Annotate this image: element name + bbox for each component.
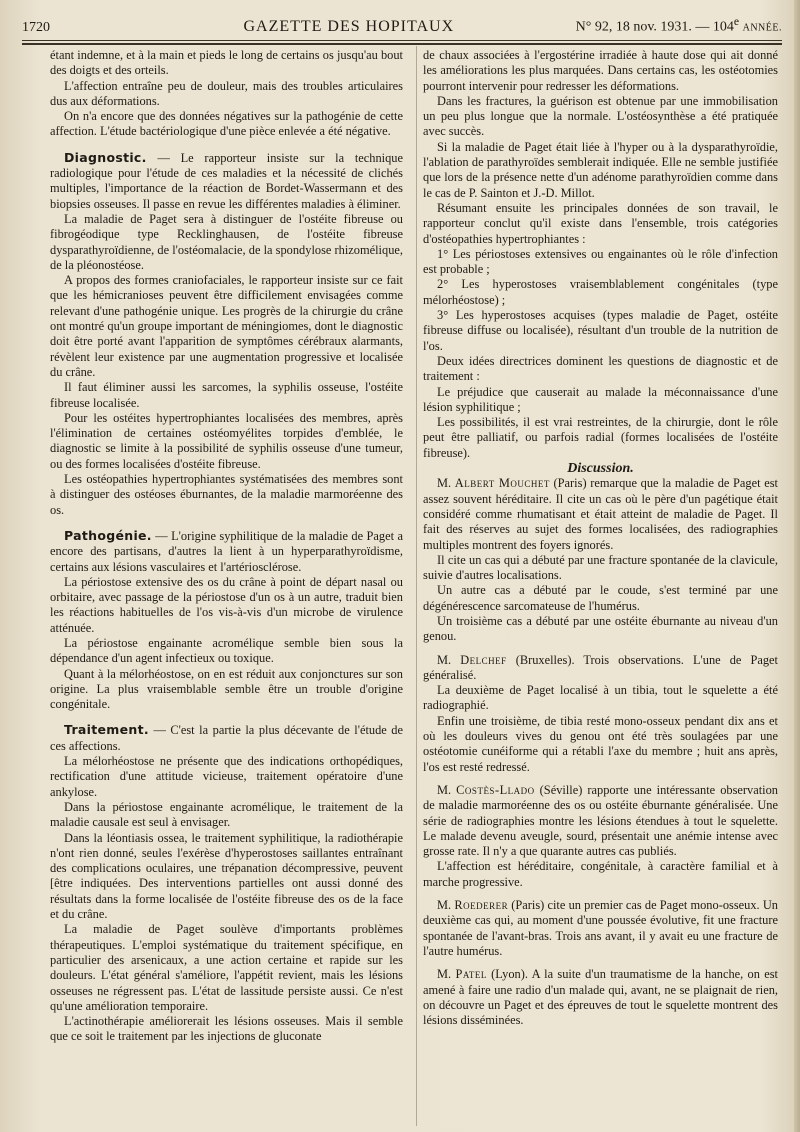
paragraph: Dans la périostose engainante acromélique, le traitement de la maladie causale est seul à envisager.	[50, 799, 403, 830]
section-text: — Le rapporteur insiste sur la technique radiologique pour l'étude de ces maladies et la nécessité de clichés multiples, l'importance de la réaction de Bordet-Wassermann et des biopsies osseuses. Il passe en revue les différentes maladies à éliminer.	[50, 150, 403, 211]
list-item: 1° Les périostoses extensives ou engainantes où le rôle d'infection est probable ;	[423, 246, 778, 277]
paragraph: de chaux associées à l'ergostérine irradiée à haute dose qui ait donné les améliorations les plus marquées. Dans certains cas, les ostéotomies pourront intervenir pour redresser les déformations.	[423, 48, 778, 93]
paragraph: L'actinothérapie améliorerait les lésions osseuses. Mais il semble que ce soit le traitement par les injections de gluconate	[50, 1014, 403, 1044]
section-heading: Pathogénie.	[64, 527, 152, 543]
paragraph: Les possibilités, il est vrai restreintes, de la chirurgie, dont le rôle peut être palliatif, ou parfois radial (formes localisées de l'ostéite fibreuse).	[423, 415, 778, 460]
paragraph: L'affection est héréditaire, congénitale, à caractère familial et à marche progressive.	[423, 859, 778, 889]
paragraph: Un troisième cas a débuté par une ostéite éburnante au niveau d'un genou.	[423, 613, 778, 644]
paragraph: A propos des formes craniofaciales, le rapporteur insiste sur ce fait que les hémicranioses peuvent être difficilement envisagées comme relevant d'une pathogénie unique. Les progrès de la chirurgie du crâne ont montré qu'un groupe important de méningiomes, dont le diagnostic doit être porté avant l'apparition de symptômes cérébraux alarmants, révèlent leur existence par une augmentation progressive et localisée du crâne.	[50, 273, 403, 379]
paragraph: Quant à la mélorhéostose, on en est réduit aux conjonctures sur son origine. La plus vraisemblable semble être un trouble d'origine congénitale.	[50, 666, 403, 712]
speaker-name: Patel	[455, 967, 487, 982]
speaker-name: Roederer	[454, 898, 509, 913]
paragraph: Un autre cas a débuté par le coude, s'est terminé par une dégénérescence sarcomateuse de l'humérus.	[423, 583, 778, 613]
paragraph: Il cite un cas qui a débuté par une fracture spontanée de la clavicule, suivie d'autres localisations.	[423, 552, 778, 583]
paragraph: Le préjudice que causerait au malade la méconnaissance d'une lésion syphilitique ;	[423, 384, 778, 414]
paragraph: La périostose engainante acromélique semble bien sous la dépendance d'un agent infectieux ou toxique.	[50, 635, 403, 666]
speaker-prefix: M.	[437, 652, 461, 667]
speaker-text: (Séville) rapporte une intéressante observation de maladie marmoréenne des os ou ostéite éburnante généralisée. Une série de radiographies montre les lésions étendues à tout le squelette. Le malade devenu aveugle, sourd, présentait une anémie intense avec grosse rate. Il n'y a que quarante autres cas publiés.	[423, 782, 778, 859]
paragraph: Les ostéopathies hypertrophiantes systématisées des membres sont à distinguer des ostéoses éburnantes, de la maladie marmoréenne des os.	[50, 472, 403, 517]
speaker-name: Delchef	[460, 652, 507, 667]
speaker-name: Albert Mouchet	[454, 476, 550, 491]
paragraph: La deuxième de Paget localisé à un tibia, tout le squelette a été radiographié.	[423, 683, 778, 713]
issue-info	[576, 15, 782, 36]
speaker-patel	[423, 967, 778, 1028]
paragraph: Dans les fractures, la guérison est obtenue par une immobilisation un peu plus longue que la normale. L'ostéosynthèse a été pratiquée avec succès.	[423, 93, 778, 139]
speaker-text: (Lyon). A la suite d'un traumatisme de la hanche, on est amené à faire une radio d'un malade qui, avant, ne se plaignait de rien, on découvre un Paget et des épreuves de tout le squelette montrent des lésions disséminées.	[423, 967, 779, 1028]
page-edge	[794, 0, 800, 1132]
list-item: 3° Les hyperostoses acquises (types maladie de Paget, ostéite fibreuse diffuse ou localisée), résultant d'un trouble de la nutrition de l'os.	[423, 308, 778, 353]
section-heading: Diagnostic.	[64, 149, 147, 165]
speaker-text: (Paris) cite un premier cas de Paget mono-osseux. Un deuxième cas qui, au moment d'une poussée évolutive, fit une fracture spontanée de l'avant-bras. Trois ans avant, il y avait eu une fracture de l'autre humérus.	[423, 898, 778, 958]
paragraph: L'affection entraîne peu de douleur, mais des troubles articulaires dus aux déformations.	[50, 78, 403, 108]
speaker-prefix: M.	[437, 898, 455, 913]
page-number: 1720	[22, 20, 50, 35]
paragraph: étant indemne, et à la main et pieds le long de certains os jusqu'au bout des doigts et des orteils.	[50, 48, 403, 78]
paragraph: La maladie de Paget soulève d'importants problèmes thérapeutiques. L'emploi systématique du traitement spécifique, en particulier des arsenicaux, a une action certaine et rapide sur les douleurs. L'état général s'améliore, l'appétit revient, mais les lésions osseuses ne régressent pas. L'état de lassitude persiste aussi. Ce n'est qu'une amélioration temporaire.	[50, 922, 403, 1013]
paragraph: On n'a encore que des données négatives sur la pathogénie de cette affection. L'étude bactériologique d'une pièce enlevée a été négative.	[50, 109, 403, 139]
list-item: 2° Les hyperostoses vraisemblablement congénitales (type mélorhéostose) ;	[423, 277, 778, 307]
section-text: — C'est la partie la plus décevante de l'étude de ces affections.	[50, 723, 403, 753]
paragraph: La mélorhéostose ne présente que des indications orthopédiques, rectification d'une attitude vicieuse, traitement opératoire d'une ankylose.	[50, 754, 403, 799]
paragraph: La périostose extensive des os du crâne à point de départ nasal ou orbitaire, avec passage de la périostose d'un os à un autre, traduit bien les réactions habituelles de l'os vis-à-vis d'un microbe de virulence atténuée.	[50, 574, 403, 635]
speaker-roederer	[423, 898, 778, 959]
paragraph: Si la maladie de Paget était liée à l'hyper ou à la dysparathyroïdie, l'ablation de parathyroïdes semblerait indiquée. Elle ne semble justifiée que lors de la présence nette d'un adénome parathyroïdien comme dans le cas de P. Sainton et J.-D. Millot.	[423, 139, 778, 200]
paragraph: Pour les ostéites hypertrophiantes localisées des membres, après l'élimination de certaines ostéomyélites torpides d'emblée, le diagnostic se limite à la possibilité de syphilis osseuse d'une tumeur, ou des formes localisées d'ostéite fibreuse.	[50, 410, 403, 471]
speaker-text: (Bruxelles). Trois observations. L'une de Paget généralisé.	[423, 652, 779, 682]
paragraph: Dans la léontiasis ossea, le traitement syphilitique, la radiothérapie n'ont rien donné, seules l'exérèse d'hyperostoses saillantes entraînant des complications oculaires, une trépanation décompressive, peuvent [être indiquées. Des interventions partielles ont aussi donné des résultats dans la forme localisée de l'ostéite fibreuse des os de la face et du crâne.	[50, 830, 403, 922]
section-traitement	[50, 722, 403, 754]
column-divider	[416, 46, 417, 1126]
section-diagnostic	[50, 150, 403, 212]
paragraph: La maladie de Paget sera à distinguer de l'ostéite fibreuse ou fibrogéodique type Recklinghausen, de l'ostéite fibreuse dysparathyroïdienne, de l'ostéomalacie, de la spondylose rhizomélique, de la pléonostéose.	[50, 211, 403, 272]
section-text: — L'origine syphilitique de la maladie de Paget a encore des partisans, d'autres la lient à un hyperparathyroïdisme, certains aux lésions vasculaires et l'artériosclérose.	[50, 528, 403, 574]
section-pathogenie	[50, 528, 403, 575]
paragraph: Enfin une troisième, de tibia resté mono-osseux pendant dix ans et où les douleurs vives du genou ont été très soulagées par une ostéotomie cunéiforme qui a rétabli l'axe du membre ; huit ans après, l'os est resté redressé.	[423, 713, 778, 774]
discussion-heading: Discussion.	[567, 461, 634, 477]
speaker-name: Costès-Llado	[456, 782, 535, 797]
header-rule-double	[22, 43, 782, 45]
section-heading: Traitement.	[64, 722, 149, 738]
header-rule	[22, 40, 782, 41]
speaker-prefix: M.	[437, 967, 456, 982]
speaker-text: (Paris) remarque que la maladie de Paget est assez souvent héréditaire. Il cite un cas où le père d'un pagétique était considéré comme rhumatisant et était atteint de maladie de Paget. Il fait des réserves au sujet des formes localisées, des radiographies multiples montrent des foyers ignorés.	[423, 476, 778, 552]
speaker-mouchet	[423, 476, 778, 552]
issue-line: N° 92, 18 nov. 1931. — 104	[575, 20, 734, 35]
issue-sup: e	[733, 15, 740, 29]
paragraph: Deux idées directrices dominent les questions de diagnostic et de traitement :	[423, 353, 778, 384]
paragraph: Résumant ensuite les principales données de son travail, le rapporteur conclut qu'il existe dans l'ensemble, trois catégories d'ostéopathies hypertrophiantes :	[423, 200, 778, 246]
journal-title: GAZETTE DES HOPITAUX	[243, 18, 455, 35]
speaker-delchef	[423, 653, 778, 684]
speaker-prefix: M.	[437, 782, 457, 797]
speaker-costes-llado	[423, 783, 778, 859]
paragraph: Il faut éliminer aussi les sarcomes, la syphilis osseuse, l'ostéite fibreuse localisée.	[50, 380, 403, 410]
left-column	[50, 48, 403, 1045]
year-label: ANNÉE.	[742, 23, 782, 34]
page-header	[22, 10, 782, 36]
right-column	[423, 48, 778, 1028]
speaker-prefix: M.	[437, 476, 455, 491]
